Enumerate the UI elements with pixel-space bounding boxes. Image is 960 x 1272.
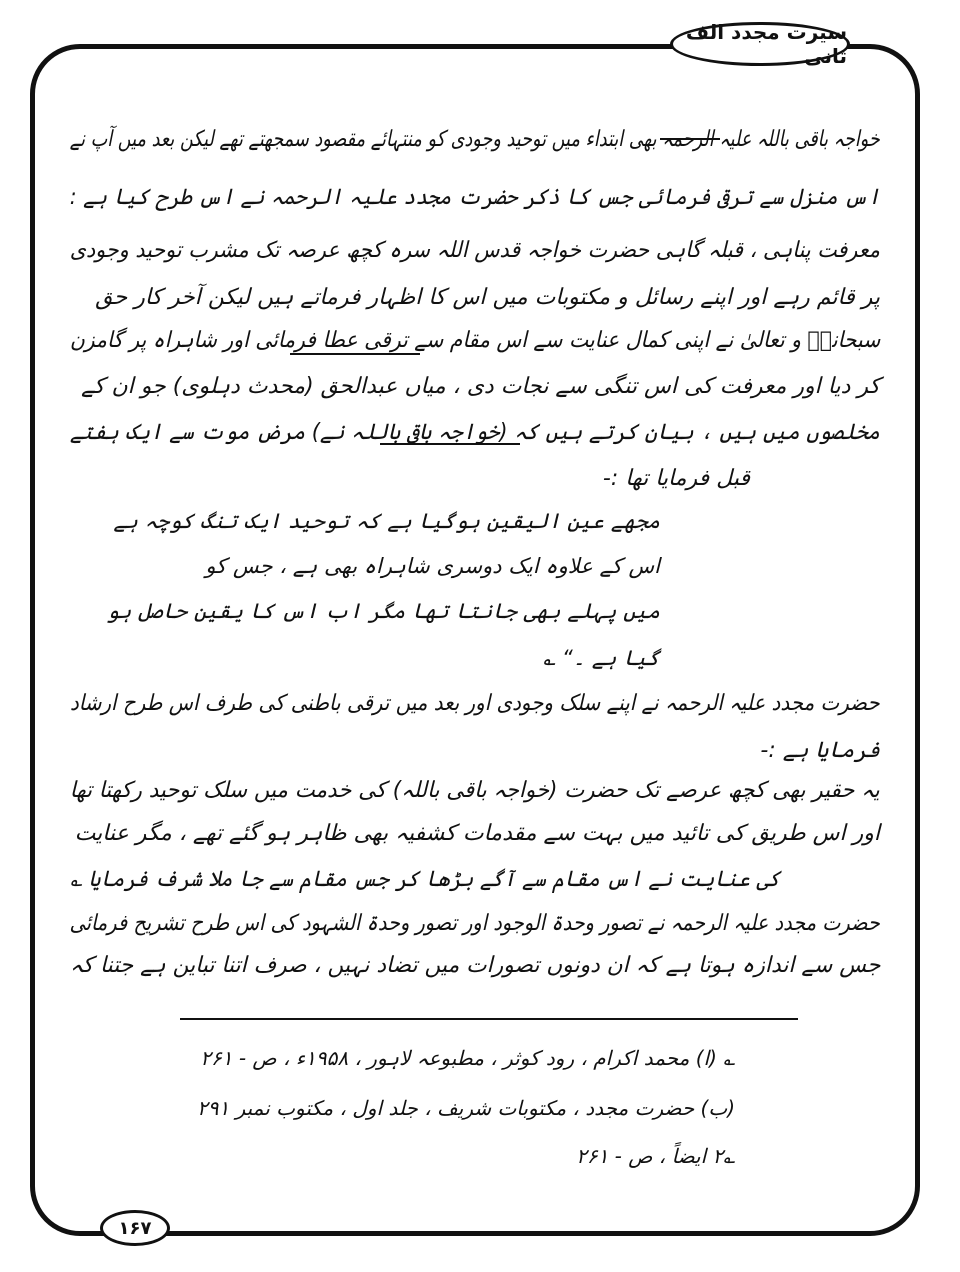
quote-line: یہ حقیر بھی کچھ عرصے تک حضرت (خواجہ باقی باللہ) کی خدمت میں سلک توحید رکھتا تھا [70, 778, 880, 803]
footnote: ؎۲ ایضاً ، ص - ۲۶۱ [576, 1144, 735, 1168]
quote-line: قبل فرمایا تھا :- [602, 466, 750, 491]
quote-line: پر قائم رہے اور اپنے رسائل و مکتوبات میں اس کا اظہار فرماتے ہیں لیکن آخر کار حق [95, 285, 880, 310]
header-title: سیرت مجدد الف ثانی [685, 20, 847, 68]
quote-line: میں پہلے بھی جانتا تھا مگر اب اس کا یقین حاصل ہو [106, 599, 660, 623]
paragraph-line: حضرت مجدد علیہ الرحمہ نے اپنے سلک وجودی اور بعد میں ترقی باطنی کی طرف اس طرح ارشاد [70, 691, 880, 716]
quote-line: اس کے علاوہ ایک دوسری شاہراہ بھی ہے ، جس کو [205, 554, 660, 578]
quote-line: گیا ہے ۔“ ؎ [542, 646, 660, 670]
quote-line: مجھے عین الیقین ہوگیا ہے کہ توحید ایک تنگ کوچہ ہے [113, 509, 660, 533]
quote-line: کی عنایت نے اس مقام سے آگے بڑھا کر جس مقام سے جا ملا شرف فرمایا ؎ [69, 867, 780, 892]
quote-line: اور اس طریق کی تائید میں بہت سے مقدمات کشفیہ بھی ظاہر ہو گئے تھے ، مگر عنایت [74, 821, 880, 846]
paragraph-line: جس سے اندازہ ہوتا ہے کہ ان دونوں تصورات میں تضاد نہیں ، صرف اتنا تباین ہے جتنا کہ [69, 953, 880, 978]
quote-line: کر دیا اور معرفت کی اس تنگی سے نجات دی ، میاں عبدالحق (محدث دہلوی) جو ان کے [81, 374, 880, 399]
quote-line: معرفت پناہی ، قبلہ گاہی حضرت خواجہ قدس اللہ سرہ کچھ عرصہ تک مشرب توحید وجودی [69, 238, 880, 263]
footnote: (ب) حضرت مجدد ، مکتوبات شریف ، جلد اول ، مکتوب نمبر ۲۹۱ [197, 1096, 735, 1120]
page-number-text: ۱۶۷ [118, 1217, 152, 1239]
paragraph-line: حضرت مجدد علیہ الرحمہ نے تصور وحدۃ الوجود اور تصور وحدۃ الشہود کی اس طرح تشریح فرمائی [69, 911, 880, 936]
page-number [100, 1210, 170, 1246]
footnote-divider [180, 1018, 798, 1020]
footnote: ؎ (ا) محمد اکرام ، رود کوثر ، مطبوعہ لاہور ، ۱۹۵۸ء ، ص - ۲۶۱ [200, 1046, 735, 1070]
quote-line: مخلصوں میں ہیں ، بیان کرتے ہیں کہ (خواجہ باقی باللہ نے) مرض موت سے ایک ہفتے [69, 420, 880, 445]
paragraph-line: خواجہ باقی باللہ علیہ الرحمہ بھی ابتداء میں توحید وجودی کو منتہائے مقصود سمجھتے تھے لیکن بعد میں آپ نے [69, 127, 880, 152]
paragraph-line: فرمایا ہے :- [760, 738, 880, 763]
quote-line: سبحانہٗ و تعالیٰ نے اپنی کمال عنایت سے اس مقام سے ترقی عطا فرمائی اور شاہراہ پر گامزن [69, 328, 880, 353]
running-header [670, 22, 850, 66]
paragraph-line: اس منزل سے ترقی فرمائی جس کا ذکر حضرت مجدد علیہ الرحمہ نے اس طرح کیا ہے : [69, 185, 880, 210]
